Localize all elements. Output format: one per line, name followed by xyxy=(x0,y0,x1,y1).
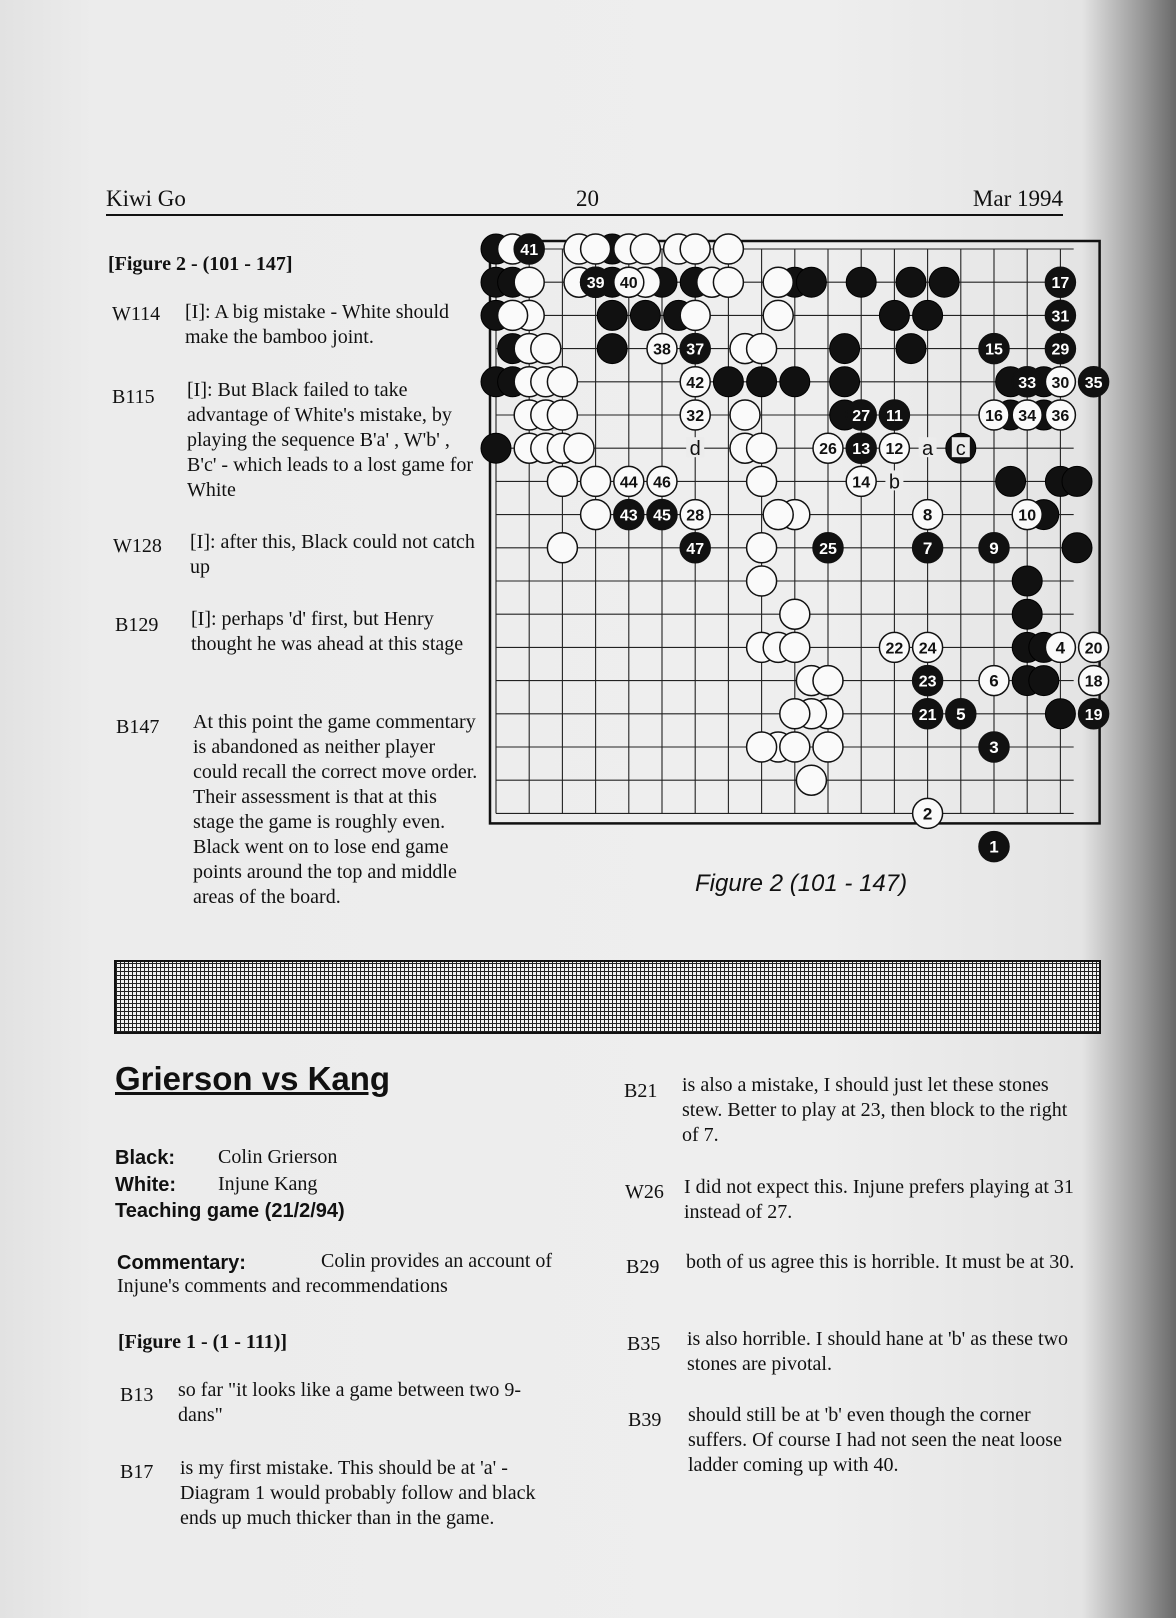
white-stone xyxy=(747,533,777,563)
move-number: 47 xyxy=(686,540,705,558)
header-page-number: 20 xyxy=(576,186,599,211)
move-number: 15 xyxy=(985,341,1003,359)
move-number: 7 xyxy=(922,538,933,558)
white-stone xyxy=(680,300,710,330)
note-text: [I]: A big mistake - White should make the bamboo joint. xyxy=(185,301,450,348)
black-stone xyxy=(846,267,876,297)
move-number: 24 xyxy=(918,640,937,658)
move-number: 45 xyxy=(653,507,671,525)
black-stone xyxy=(597,300,627,330)
move-number: 11 xyxy=(885,408,903,425)
black-stone xyxy=(780,367,810,397)
black-stone xyxy=(896,267,926,297)
black-stone xyxy=(1062,466,1092,496)
note-move: W26 xyxy=(625,1181,664,1203)
note-text: [I]: But Black failed to take advantage of White's mistake, by playing the sequence B'a' , W'b' , B'c' - which leads to a lost game for White xyxy=(187,379,474,501)
note-text: I did not expect this. Injune prefers playing at 31 instead of 27. xyxy=(684,1176,1074,1223)
header-left: Kiwi Go xyxy=(106,186,186,211)
move-number: 31 xyxy=(1051,308,1070,326)
white-stone xyxy=(780,599,810,629)
black-stone xyxy=(1045,699,1075,729)
header-date: Mar 1994 xyxy=(972,186,1063,211)
move-number: 44 xyxy=(619,474,638,492)
move-number: 13 xyxy=(852,441,871,459)
white-name: Injune Kang xyxy=(218,1173,318,1195)
white-stone xyxy=(780,699,810,729)
black-stone xyxy=(896,334,926,364)
move-number: 41 xyxy=(520,242,539,259)
move-number: 42 xyxy=(686,374,705,392)
black-stone xyxy=(1062,533,1092,563)
note-text: At this point the game commentary is abandoned as neither player could recall the correct move order. Their assessment is that at this stage the game is roughly even. Black went on to lose end game points around the top and middle areas of the board. xyxy=(193,711,478,908)
move-number: 28 xyxy=(686,507,705,525)
white-stone xyxy=(713,267,743,297)
white-stone xyxy=(630,234,660,264)
commentary-text: Colin provides an account of Injune's comments and recommendations xyxy=(117,1250,553,1297)
note-text: is also horrible. I should hane at 'b' as these two stones are pivotal. xyxy=(687,1328,1069,1375)
white-stone xyxy=(747,334,777,364)
move-number: 43 xyxy=(619,507,638,525)
move-number: 3 xyxy=(989,738,999,757)
note-move: B147 xyxy=(116,716,160,738)
white-stone xyxy=(730,400,760,430)
move-number: 37 xyxy=(686,341,705,359)
section-divider-band xyxy=(114,960,1101,1034)
white-stone xyxy=(747,466,777,496)
black-name: Colin Grierson xyxy=(218,1146,338,1168)
note-move: W128 xyxy=(113,535,162,557)
move-number: 34 xyxy=(1018,408,1037,425)
letter-marker: b xyxy=(888,471,900,494)
black-stone xyxy=(713,367,743,397)
white-stone xyxy=(547,466,577,496)
move-number: 33 xyxy=(1018,374,1037,392)
white-stone xyxy=(547,533,577,563)
move-number: 17 xyxy=(1051,275,1070,293)
move-number: 8 xyxy=(922,505,933,525)
letter-marker: d xyxy=(689,438,701,461)
black-stone xyxy=(597,334,627,364)
black-stone xyxy=(929,267,959,297)
move-number: 30 xyxy=(1051,374,1070,392)
move-number: 9 xyxy=(989,538,999,558)
white-stone xyxy=(747,566,777,596)
black-stone xyxy=(913,300,943,330)
white-label: White: xyxy=(115,1174,177,1196)
move-number: 39 xyxy=(586,275,605,293)
white-stone xyxy=(780,732,810,762)
white-stone xyxy=(763,500,793,530)
white-stone xyxy=(581,500,611,530)
white-stone xyxy=(581,234,611,264)
white-stone xyxy=(713,234,743,264)
white-stone xyxy=(813,732,843,762)
move-number: 19 xyxy=(1084,706,1103,724)
white-stone xyxy=(514,267,544,297)
note-move: W114 xyxy=(112,303,161,325)
note-move: B129 xyxy=(115,614,159,636)
white-stone xyxy=(498,300,528,330)
white-stone xyxy=(763,267,793,297)
move-number: 35 xyxy=(1084,374,1103,392)
black-stone xyxy=(1012,599,1042,629)
figure2-caption: Figure 2 (101 - 147) xyxy=(695,870,908,897)
figure2-heading: [Figure 2 - (101 - 147] xyxy=(108,253,293,275)
white-stone xyxy=(581,466,611,496)
move-number: 22 xyxy=(885,640,904,658)
move-number: 32 xyxy=(686,408,705,425)
note-move: B39 xyxy=(628,1409,662,1431)
note-move: B35 xyxy=(627,1333,661,1355)
white-stone xyxy=(680,234,710,264)
game-type: Teaching game (21/2/94) xyxy=(115,1200,345,1222)
black-stone xyxy=(830,367,860,397)
move-number: 5 xyxy=(956,704,966,724)
move-number: 4 xyxy=(1055,638,1066,658)
white-stone xyxy=(813,666,843,696)
note-text: [I]: after this, Black could not catch up xyxy=(190,531,475,578)
white-stone xyxy=(780,632,810,662)
black-label: Black: xyxy=(115,1147,176,1169)
white-stone xyxy=(763,300,793,330)
commentary-label: Commentary: xyxy=(117,1252,246,1274)
note-move: B115 xyxy=(112,386,155,408)
letter-marker: a xyxy=(922,438,934,461)
move-number: 16 xyxy=(985,408,1003,425)
black-stone xyxy=(481,433,511,463)
move-number: 10 xyxy=(1018,507,1037,525)
move-number: 6 xyxy=(989,671,999,691)
note-move: B17 xyxy=(120,1461,154,1483)
black-stone xyxy=(879,300,909,330)
black-stone xyxy=(747,367,777,397)
white-stone xyxy=(547,367,577,397)
move-number: 29 xyxy=(1051,341,1070,359)
move-number: 40 xyxy=(619,275,638,293)
note-move: B21 xyxy=(624,1080,658,1102)
move-number: 36 xyxy=(1051,408,1070,425)
page-header xyxy=(106,186,1063,216)
go-board xyxy=(480,235,1103,857)
move-number: 18 xyxy=(1084,673,1103,691)
white-stone xyxy=(564,433,594,463)
white-stone xyxy=(547,400,577,430)
move-number: 46 xyxy=(653,474,671,492)
letter-marker: c xyxy=(955,438,966,461)
move-number: 27 xyxy=(852,408,871,425)
article-title: Grierson vs Kang xyxy=(115,1060,391,1097)
note-text: is my first mistake. This should be at 'a' - Diagram 1 would probably follow and black ends up much thicker than in the game. xyxy=(180,1457,536,1529)
move-number: 1 xyxy=(989,837,999,857)
white-stone xyxy=(747,433,777,463)
move-number: 23 xyxy=(918,673,937,691)
black-stone xyxy=(1029,666,1059,696)
move-number: 12 xyxy=(885,441,904,459)
move-number: 14 xyxy=(852,474,871,492)
move-number: 38 xyxy=(653,341,671,359)
note-text: should still be at 'b' even though the corner suffers. Of course I had not seen the neat loose ladder coming up with 40. xyxy=(688,1404,1062,1476)
white-stone xyxy=(796,765,826,795)
black-stone xyxy=(1012,566,1042,596)
note-text: is also a mistake, I should just let these stones stew. Better to play at 23, then block to the right of 7. xyxy=(682,1074,1068,1146)
black-stone xyxy=(630,300,660,330)
note-move: B29 xyxy=(626,1256,660,1278)
black-stone xyxy=(830,334,860,364)
move-number: 25 xyxy=(819,540,837,558)
move-number: 21 xyxy=(918,706,937,724)
move-number: 26 xyxy=(819,441,837,459)
note-text: both of us agree this is horrible. It must be at 30. xyxy=(686,1251,1075,1273)
note-move: B13 xyxy=(120,1384,154,1406)
white-stone xyxy=(531,334,561,364)
move-number: 2 xyxy=(922,804,933,824)
black-stone xyxy=(996,466,1026,496)
note-text: so far "it looks like a game between two 9-dans" xyxy=(178,1379,522,1426)
move-number: 20 xyxy=(1084,640,1103,658)
note-text: [I]: perhaps 'd' first, but Henry thought he was ahead at this stage xyxy=(191,608,464,655)
white-stone xyxy=(747,732,777,762)
figure1-heading: [Figure 1 - (1 - 111)] xyxy=(118,1331,288,1353)
black-stone xyxy=(796,267,826,297)
